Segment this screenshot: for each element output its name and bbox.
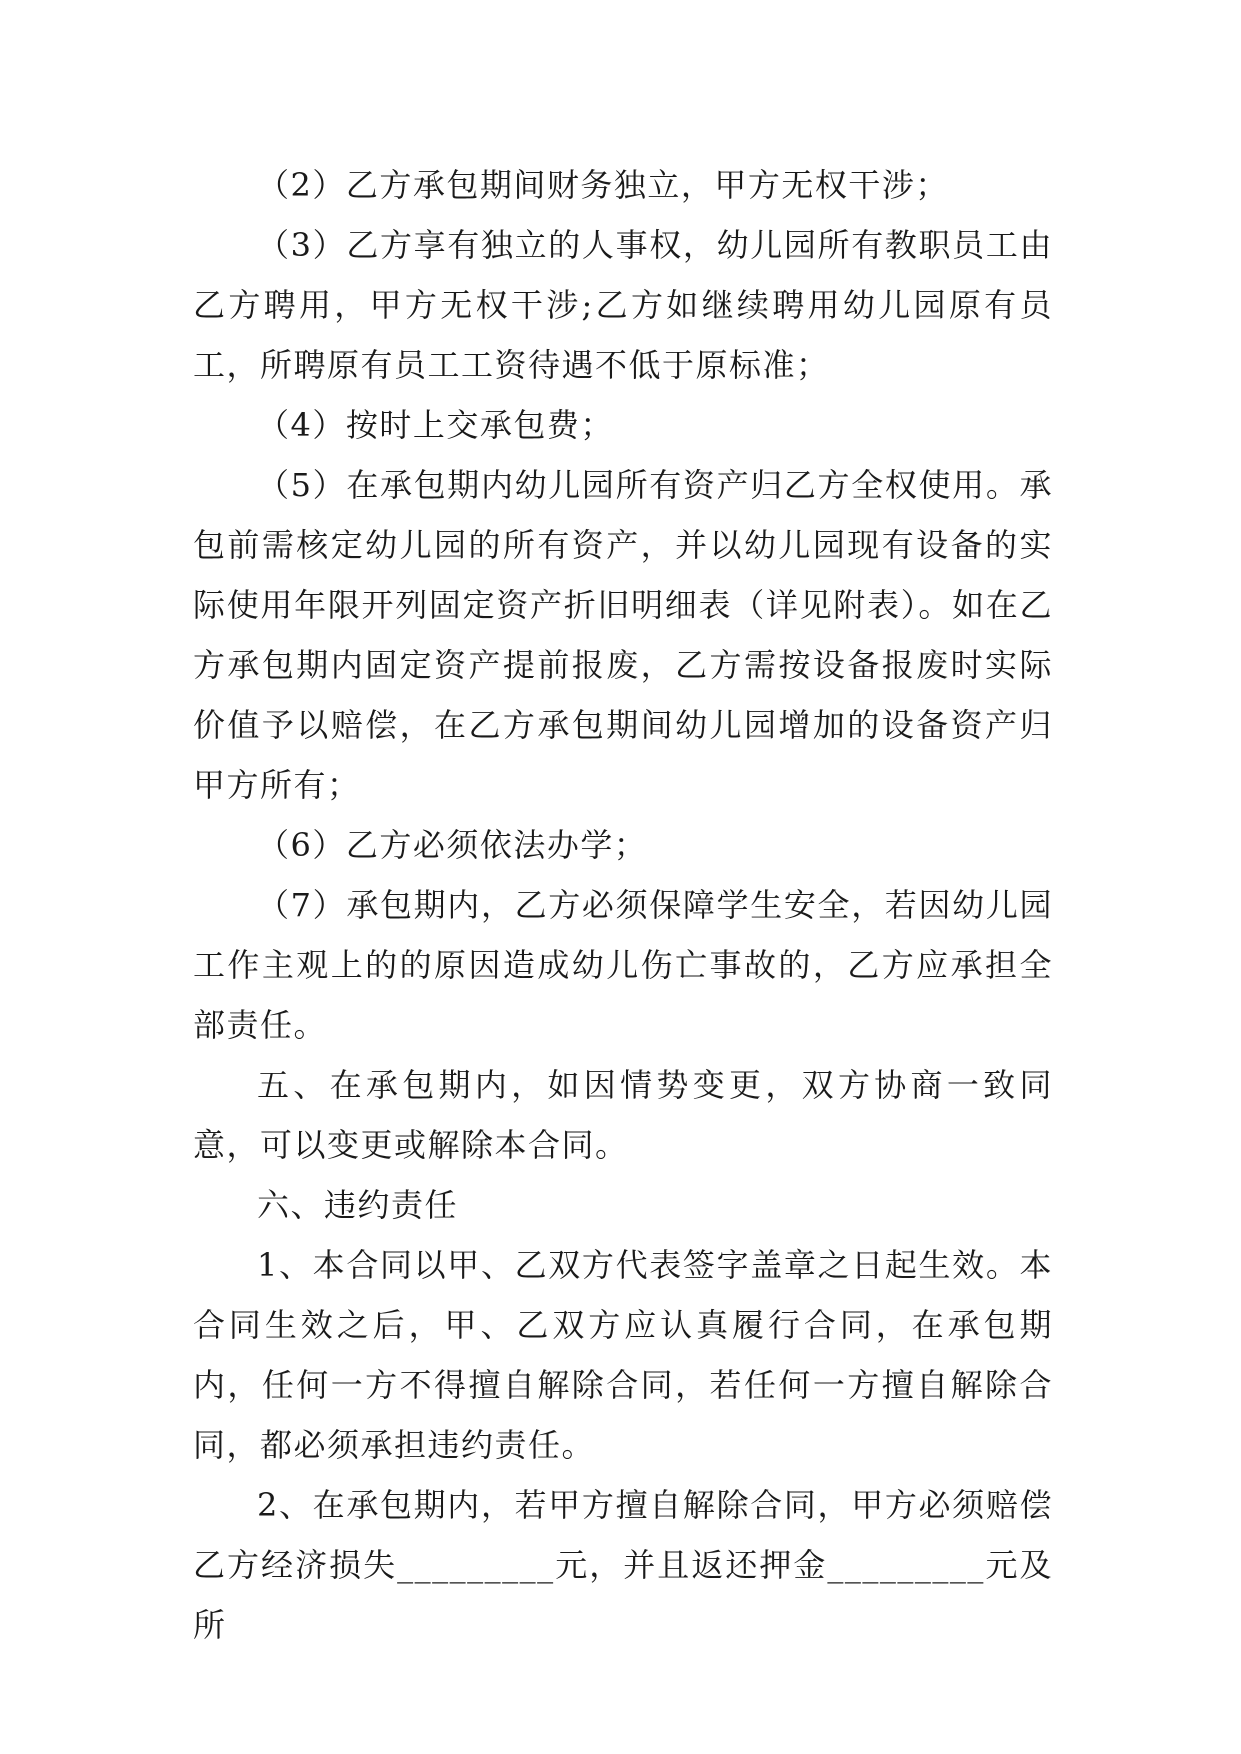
paragraph-clause-4: （4）按时上交承包费； — [257, 406, 614, 444]
paragraph-clause-7: （7）承包期内，乙方必须保障学生安全，若因幼儿园工作主观上的的原因造成幼儿伤亡事故的，乙方应承担全部责任。 — [193, 886, 1053, 1044]
paragraph-liability-2: 2、在承包期内，若甲方擅自解除合同，甲方必须赔偿乙方经济损失_________元，并且返还押金_________元及所 — [193, 1486, 1053, 1644]
heading-section-6: 六、违约责任 — [257, 1186, 459, 1224]
document-body — [193, 155, 1053, 1655]
paragraph-clause-2: （2）乙方承包期间财务独立，甲方无权干涉； — [257, 166, 949, 204]
paragraph-section-5: 五、在承包期内，如因情势变更，双方协商一致同意，可以变更或解除本合同。 — [193, 1066, 1053, 1164]
paragraph-clause-5: （5）在承包期内幼儿园所有资产归乙方全权使用。承包前需核定幼儿园的所有资产，并以幼儿园现有设备的实际使用年限开列固定资产折旧明细表（详见附表）。如在乙方承包期内固定资产提前报废，乙方需按设备报废时实际价值予以赔偿，在乙方承包期间幼儿园增加的设备资产归甲方所有； — [193, 466, 1053, 804]
paragraph-clause-6: （6）乙方必须依法办学； — [257, 826, 648, 864]
paragraph-clause-3: （3）乙方享有独立的人事权，幼儿园所有教职员工由乙方聘用，甲方无权干涉;乙方如继续聘用幼儿园原有员工，所聘原有员工工资待遇不低于原标准； — [193, 226, 1053, 384]
paragraph-liability-1: 1、本合同以甲、乙双方代表签字盖章之日起生效。本合同生效之后，甲、乙双方应认真履行合同，在承包期内，任何一方不得擅自解除合同，若任何一方擅自解除合同，都必须承担违约责任。 — [193, 1246, 1053, 1464]
